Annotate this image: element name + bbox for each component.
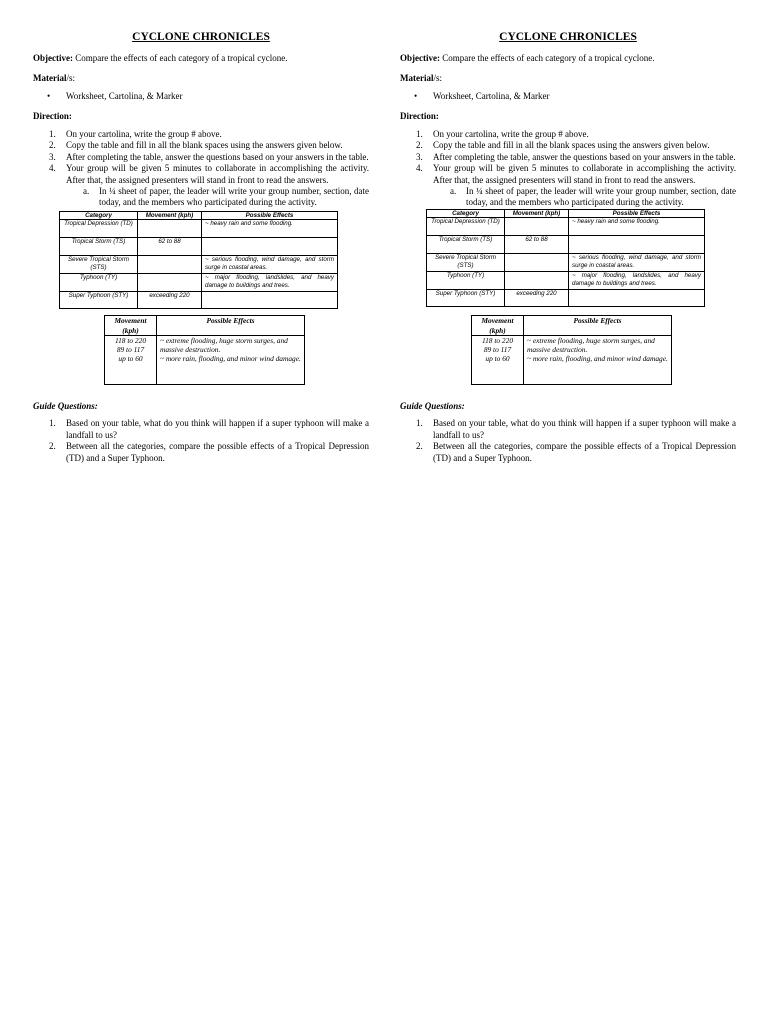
category-table	[426, 209, 705, 308]
table-row: Typhoon (TY) ~ major flooding, landslides, and heavy damage to buildings and trees.	[60, 274, 338, 292]
direction-steps	[33, 129, 369, 186]
material-item: • Worksheet, Cartolina, & Marker	[414, 91, 550, 102]
direction-steps	[400, 129, 736, 186]
table-header-row: Movement (kph) Possible Effects	[105, 316, 305, 335]
material-heading	[400, 73, 736, 84]
list-item: 1. Based on your table, what do you think will happen if a super typhoon will make a landfall to us?	[49, 418, 369, 440]
objective	[400, 53, 736, 64]
sub-step: a. In ¼ sheet of paper, the leader will write your group number, section, date today, and the members who participated during the activity.	[83, 186, 369, 208]
material-label: Material	[400, 72, 434, 83]
guide-questions	[400, 418, 736, 464]
bullet-icon: •	[47, 91, 51, 102]
bullet-icon: •	[414, 91, 418, 102]
list-item: 2. Copy the table and fill in all the blank spaces using the answers given below.	[416, 140, 710, 151]
guide-heading: Guide Questions:	[33, 400, 98, 411]
direction-heading: Direction:	[33, 110, 72, 121]
list-item: 4. Your group will be given 5 minutes to collaborate in accomplishing the activity. After that, the assigned presenters will stand in front to read the answers.	[416, 163, 736, 185]
table-row: Tropical Storm (TS) 62 to 88	[60, 238, 338, 256]
table-row: Tropical Depression (TD) ~ heavy rain and some flooding.	[60, 220, 338, 238]
table-header-row: Category Movement (kph) Possible Effects	[427, 209, 705, 218]
table-row: Severe Tropical Storm (STS) ~ serious flooding, wind damage, and storm surge in coastal areas.	[60, 256, 338, 274]
table-row: Tropical Depression (TD) ~ heavy rain and some flooding.	[427, 218, 705, 236]
list-item: 1. On your cartolina, write the group # above.	[49, 129, 222, 140]
table-row: 118 to 220 89 to 117 up to 60 ~ extreme flooding, huge storm surges, and massive destruction. ~ more rain, flooding, and minor wind damage.	[105, 335, 305, 384]
material-suffix: /s:	[433, 72, 442, 83]
worksheet-left	[33, 0, 369, 464]
table-row: Super Typhoon (STY) exceeding 220	[60, 292, 338, 309]
direction-heading: Direction:	[400, 110, 439, 121]
objective-text: Compare the effects of each category of a tropical cyclone.	[439, 53, 655, 64]
material-item: • Worksheet, Cartolina, & Marker	[47, 91, 183, 102]
table-header-row: Movement (kph) Possible Effects	[472, 316, 672, 335]
objective-label: Objective:	[400, 53, 440, 64]
table-row: 118 to 220 89 to 117 up to 60 ~ extreme flooding, huge storm surges, and massive destruction. ~ more rain, flooding, and minor wind damage.	[472, 335, 672, 384]
list-item: 3. After completing the table, answer the questions based on your answers in the table.	[416, 151, 736, 162]
table-header-row: Category Movement (kph) Possible Effects	[60, 211, 338, 220]
objective-text: Compare the effects of each category of a tropical cyclone.	[72, 53, 288, 64]
sub-step: a. In ¼ sheet of paper, the leader will write your group number, section, date today, and the members who participated during the activity.	[450, 186, 736, 208]
material-suffix: /s:	[66, 72, 75, 83]
table-row: Severe Tropical Storm (STS) ~ serious flooding, wind damage, and storm surge in coastal areas.	[427, 254, 705, 272]
list-item: 2. Between all the categories, compare the possible effects of a Tropical Depression (TD) and a Super Typhoon.	[416, 441, 736, 463]
material-heading	[33, 73, 369, 84]
list-item: 4. Your group will be given 5 minutes to collaborate in accomplishing the activity. After that, the assigned presenters will stand in front to read the answers.	[49, 163, 369, 185]
list-item: 3. After completing the table, answer the questions based on your answers in the table.	[49, 151, 369, 162]
list-item: 2. Copy the table and fill in all the blank spaces using the answers given below.	[49, 140, 343, 151]
list-item: 1. Based on your table, what do you think will happen if a super typhoon will make a landfall to us?	[416, 418, 736, 440]
objective-label: Objective:	[33, 53, 73, 64]
category-table	[59, 211, 338, 310]
worksheet-right	[400, 0, 736, 464]
page-title: CYCLONE CHRONICLES	[132, 31, 270, 43]
answer-key-table	[471, 315, 672, 384]
guide-heading: Guide Questions:	[400, 400, 465, 411]
table-row: Typhoon (TY) ~ major flooding, landslides, and heavy damage to buildings and trees.	[427, 272, 705, 290]
page-title: CYCLONE CHRONICLES	[499, 31, 637, 43]
table-row: Tropical Storm (TS) 62 to 88	[427, 236, 705, 254]
list-item: 1. On your cartolina, write the group # above.	[416, 129, 589, 140]
list-item: 2. Between all the categories, compare the possible effects of a Tropical Depression (TD) and a Super Typhoon.	[49, 441, 369, 463]
table-row: Super Typhoon (STY) exceeding 220	[427, 290, 705, 307]
material-label: Material	[33, 72, 67, 83]
guide-questions	[33, 418, 369, 464]
answer-key-table	[104, 315, 305, 384]
objective	[33, 53, 369, 64]
